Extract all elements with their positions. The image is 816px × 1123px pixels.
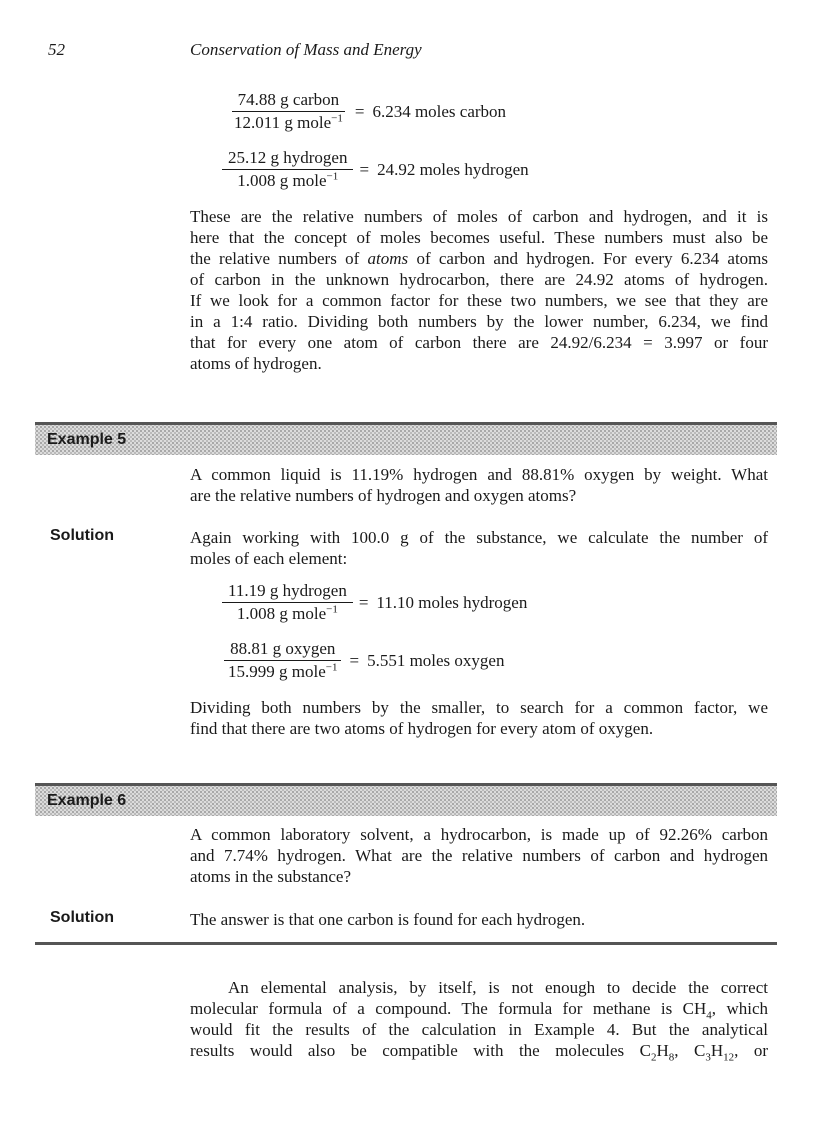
- text-line: [190, 998, 768, 1022]
- denominator-text: 12.011 g mole: [234, 113, 332, 132]
- subscript: 4: [706, 1009, 712, 1022]
- fraction: [222, 581, 353, 624]
- equals-sign: =: [358, 592, 369, 612]
- paragraph-relative-moles: [190, 206, 768, 374]
- fraction-denominator: [228, 112, 349, 133]
- fraction-numerator: 74.88 g carbon: [232, 90, 346, 112]
- example-6-label: Example 6: [47, 792, 127, 809]
- running-title: Conservation of Mass and Energy: [190, 40, 422, 59]
- equation-hydrogen-moles: [222, 148, 529, 191]
- example-5-header-bar: [35, 422, 777, 455]
- text-line: These are the relative numbers of moles of carbon and hydrogen, and it is: [190, 207, 768, 226]
- text-fragment: the relative numbers of: [190, 249, 368, 268]
- text-line: [190, 1040, 768, 1064]
- text-line: of carbon in the unknown hydrocarbon, there are 24.92 atoms of hydrogen.: [190, 270, 768, 289]
- equals-sign: =: [354, 101, 365, 121]
- equation-result: 5.551 moles oxygen: [367, 650, 505, 670]
- subscript: 12: [723, 1051, 735, 1064]
- equation-hydrogen-moles-ex5: [222, 581, 527, 624]
- denominator-text: 1.008 g mole: [237, 171, 327, 190]
- fraction-numerator: 25.12 g hydrogen: [222, 148, 353, 170]
- text-line: and 7.74% hydrogen. What are the relative numbers of carbon and hydrogen: [190, 846, 768, 865]
- text-line: A common laboratory solvent, a hydrocarbon, is made up of 92.26% carbon: [190, 825, 768, 844]
- equation-result: 6.234 moles carbon: [372, 101, 507, 121]
- text-line: An elemental analysis, by itself, is not enough to decide the correct: [228, 978, 768, 997]
- text-line: that for every one atom of carbon there are 24.92/6.234 = 3.997 or four: [190, 333, 768, 352]
- example-5-solution-label: Solution: [50, 527, 114, 544]
- text-line: Again working with 100.0 g of the substance, we calculate the number of: [190, 528, 768, 547]
- text-fragment: H: [710, 1041, 724, 1060]
- fraction-denominator: [222, 661, 343, 682]
- text-fragment: , which: [711, 999, 768, 1018]
- text-line: here that the concept of moles becomes useful. These numbers must also be: [190, 228, 768, 247]
- text-fragment: H: [656, 1041, 669, 1060]
- text-fragment: of carbon and hydrogen. For every 6.234 atoms: [408, 249, 768, 268]
- text-line: in a 1:4 ratio. Dividing both numbers by the lower number, 6.234, we find: [190, 312, 768, 331]
- denominator-text: 15.999 g mole: [228, 662, 326, 681]
- text-line: atoms of hydrogen.: [190, 354, 322, 373]
- fraction-numerator: 88.81 g oxygen: [224, 639, 341, 661]
- text-fragment: results would also be compatible with the molecules C: [190, 1041, 651, 1060]
- text-fragment: , or: [734, 1041, 768, 1060]
- equation-result: 24.92 moles hydrogen: [377, 159, 529, 179]
- text-line: would fit the results of the calculation in Example 4. But the analytical: [190, 1020, 768, 1039]
- fraction: [228, 90, 349, 133]
- equals-sign: =: [349, 650, 360, 670]
- exponent: −1: [326, 603, 338, 616]
- text-line: The answer is that one carbon is found for each hydrogen.: [190, 910, 586, 929]
- text-fragment: , C: [674, 1041, 706, 1060]
- equals-sign: =: [359, 159, 370, 179]
- text-line: are the relative numbers of hydrogen and oxygen atoms?: [190, 486, 577, 505]
- text-line: A common liquid is 11.19% hydrogen and 88.81% oxygen by weight. What: [190, 465, 768, 484]
- subscript: 2: [650, 1051, 657, 1064]
- example-6-header-bar: [35, 783, 777, 816]
- text-line: Dividing both numbers by the smaller, to search for a common factor, we: [190, 698, 768, 717]
- example-5-conclusion: [190, 697, 768, 739]
- example-6-question: [190, 824, 768, 887]
- equation-carbon-moles: [228, 90, 506, 133]
- exponent: −1: [326, 170, 339, 183]
- example-5-question: [190, 464, 768, 506]
- text-line: [190, 248, 768, 269]
- fraction: [222, 148, 353, 191]
- text-line: atoms in the substance?: [190, 867, 351, 886]
- fraction-numerator: 11.19 g hydrogen: [222, 581, 353, 603]
- text-line: moles of each element:: [190, 549, 348, 568]
- closing-paragraph: [190, 977, 768, 1064]
- equation-oxygen-moles-ex5: [222, 639, 504, 682]
- exponent: −1: [331, 112, 343, 125]
- page-number: 52: [48, 40, 65, 59]
- exponent: −1: [325, 661, 338, 674]
- fraction-denominator: [231, 170, 344, 191]
- fraction: [222, 639, 343, 682]
- example-5-solution-intro: [190, 527, 768, 569]
- denominator-text: 1.008 g mole: [236, 604, 327, 623]
- text-line: find that there are two atoms of hydrogen for every atom of oxygen.: [190, 719, 654, 738]
- subscript: 3: [705, 1051, 711, 1064]
- example-6-solution-label: Solution: [50, 909, 114, 926]
- example-5-label: Example 5: [47, 431, 127, 448]
- example-6-solution-text: [190, 909, 768, 930]
- emphasis-atoms: atoms: [367, 249, 409, 268]
- text-fragment: molecular formula of a compound. The formula for methane is CH: [190, 999, 707, 1018]
- section-divider: [35, 942, 777, 945]
- equation-result: 11.10 moles hydrogen: [376, 592, 528, 612]
- fraction-denominator: [231, 603, 344, 624]
- subscript: 8: [668, 1051, 675, 1064]
- text-line: If we look for a common factor for these two numbers, we see that they are: [190, 291, 768, 310]
